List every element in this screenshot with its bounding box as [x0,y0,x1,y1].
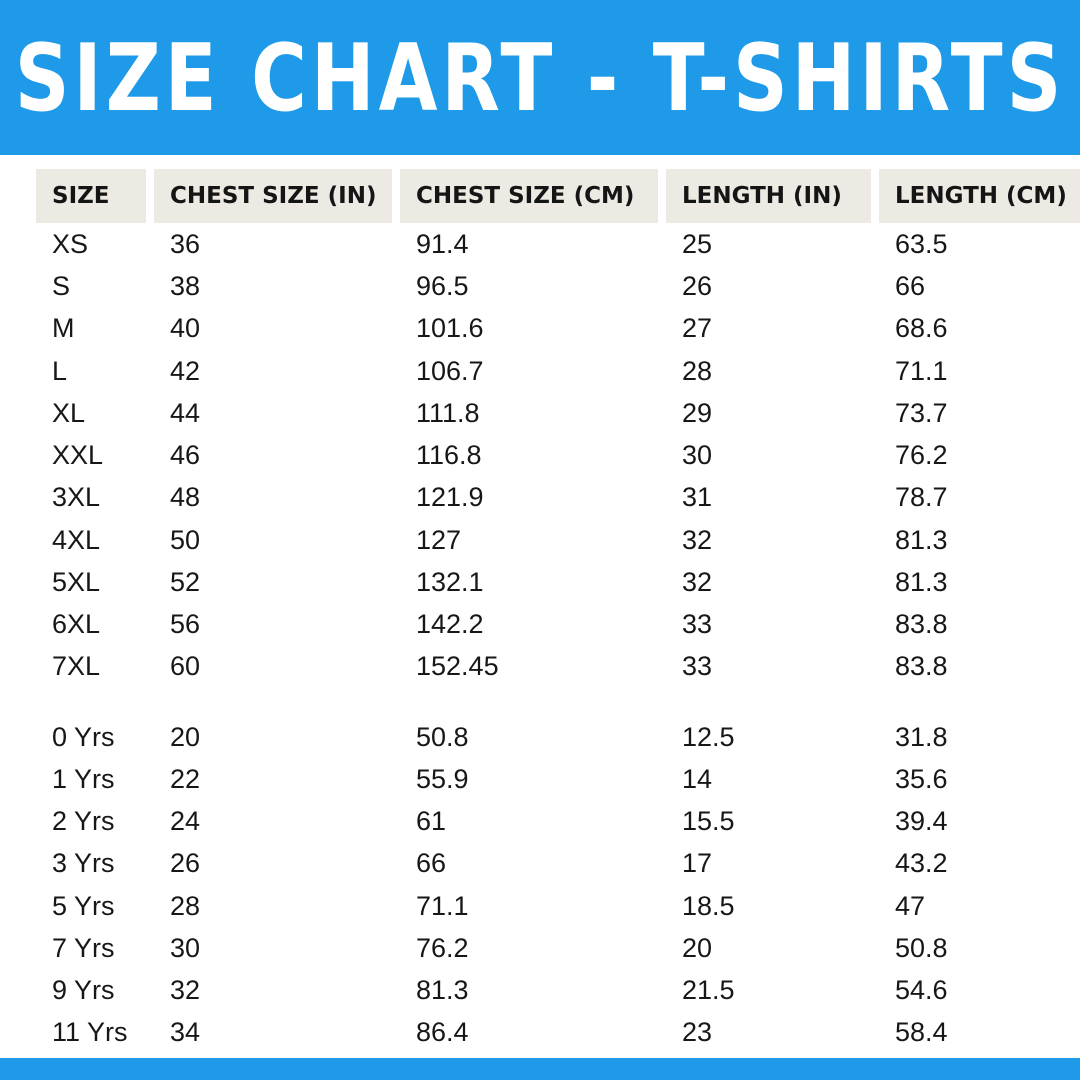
header-banner [0,0,1080,155]
cell-chest-cm: 96.5 [416,271,469,302]
cell-length-cm: 68.6 [895,313,948,344]
table-row [36,434,1080,476]
cell-size: 7 Yrs [52,932,115,963]
cell-length-cm: 71.1 [895,355,948,386]
cell-length-cm: 43.2 [895,848,948,879]
cell-length-cm: 47 [895,890,926,921]
cell-length-cm: 76.2 [895,440,948,471]
cell-chest-in: 48 [170,482,201,513]
cell-chest-in: 32 [170,974,201,1005]
cell-size: 1 Yrs [52,763,115,794]
cell-chest-cm: 101.6 [416,313,484,344]
cell-chest-cm: 106.7 [416,355,484,386]
cell-chest-cm: 91.4 [416,229,469,259]
cell-length-cm: 73.7 [895,397,948,428]
table-row [36,758,1080,800]
cell-size: 0 Yrs [52,721,115,752]
cell-chest-in: 24 [170,806,201,837]
table-row [36,645,1080,687]
cell-chest-in: 28 [170,890,201,921]
cell-chest-cm: 132.1 [416,566,484,597]
column-header-chest-cm: CHEST SIZE (CM) [400,169,658,223]
table-row [36,265,1080,307]
cell-length-in: 29 [682,397,713,428]
cell-length-cm: 54.6 [895,974,948,1005]
cell-chest-cm: 86.4 [416,1017,469,1048]
cell-length-in: 32 [682,524,713,555]
table-row [36,969,1080,1011]
table-row [36,842,1080,884]
table-row [36,716,1080,758]
cell-size: 7XL [52,651,101,682]
cell-length-cm: 83.8 [895,609,948,640]
column-header-size: SIZE [36,169,146,223]
cell-length-cm: 35.6 [895,763,948,794]
cell-chest-cm: 116.8 [416,440,482,471]
table-row [36,350,1080,392]
table-row [36,800,1080,842]
cell-length-in: 17 [682,848,713,879]
cell-length-cm: 39.4 [895,806,948,837]
cell-chest-cm: 50.8 [416,721,469,752]
cell-length-in: 15.5 [682,806,735,837]
cell-length-in: 20 [682,932,713,963]
column-header-length-in: LENGTH (IN) [666,169,871,223]
cell-length-in: 33 [682,609,713,640]
cell-chest-cm: 55.9 [416,763,469,794]
cell-length-cm: 31.8 [895,721,948,752]
cell-length-in: 18.5 [682,890,735,921]
cell-chest-in: 26 [170,848,201,879]
cell-length-in: 23 [682,1017,713,1048]
cell-size: M [52,313,75,344]
column-header-length-cm: LENGTH (CM) [879,169,1080,223]
table-row [36,885,1080,927]
cell-chest-in: 42 [170,355,201,386]
cell-length-cm: 81.3 [895,524,948,555]
cell-size: 5XL [52,566,101,597]
cell-size: XS [52,229,89,259]
cell-size: XXL [52,440,104,471]
cell-chest-cm: 121.9 [416,482,484,513]
cell-length-in: 32 [682,566,713,597]
cell-length-in: 26 [682,271,713,302]
cell-length-cm: 66 [895,271,926,302]
cell-size: S [52,271,71,302]
cell-chest-cm: 111.8 [416,397,480,428]
cell-chest-in: 40 [170,313,201,344]
cell-length-in: 14 [682,763,713,794]
cell-size: 4XL [52,524,101,555]
cell-chest-in: 52 [170,566,201,597]
table-body [36,223,1080,1053]
table-row [36,223,1080,265]
cell-length-cm: 50.8 [895,932,948,963]
table-row [36,519,1080,561]
cell-size: 11 Yrs [52,1017,128,1048]
cell-chest-cm: 142.2 [416,609,484,640]
cell-length-in: 12.5 [682,721,735,752]
cell-size: 2 Yrs [52,806,115,837]
cell-length-cm: 63.5 [895,229,948,259]
cell-length-in: 30 [682,440,713,471]
cell-chest-cm: 81.3 [416,974,469,1005]
table-row [36,476,1080,518]
cell-size: L [52,355,68,386]
cell-chest-in: 46 [170,440,201,471]
cell-chest-in: 22 [170,763,201,794]
cell-size: 5 Yrs [52,890,115,921]
cell-size: 3 Yrs [52,848,115,879]
cell-size: XL [52,397,86,428]
cell-chest-cm: 76.2 [416,932,469,963]
cell-chest-cm: 152.45 [416,651,499,682]
cell-chest-in: 36 [170,229,201,259]
table-row [36,307,1080,349]
cell-chest-in: 34 [170,1017,201,1048]
cell-chest-cm: 66 [416,848,447,879]
table-row [36,392,1080,434]
table-row [36,603,1080,645]
footer-bar [0,1058,1080,1080]
cell-size: 3XL [52,482,101,513]
cell-length-in: 33 [682,651,713,682]
size-table-container [0,155,1080,1058]
column-header-chest-in: CHEST SIZE (IN) [154,169,392,223]
cell-chest-in: 56 [170,609,201,640]
cell-chest-in: 20 [170,721,201,752]
size-table [28,169,1080,1053]
table-row [36,927,1080,969]
cell-length-cm: 58.4 [895,1017,948,1048]
cell-chest-cm: 61 [416,806,447,837]
section-spacer [36,688,1080,716]
cell-chest-in: 60 [170,651,201,682]
table-header [36,169,1080,223]
table-row [36,1011,1080,1053]
cell-length-cm: 78.7 [895,482,948,513]
cell-length-in: 28 [682,355,713,386]
cell-length-in: 27 [682,313,713,344]
cell-chest-cm: 127 [416,524,462,555]
cell-length-cm: 81.3 [895,566,948,597]
cell-length-in: 21.5 [682,974,735,1005]
cell-length-in: 31 [682,482,713,513]
cell-length-cm: 83.8 [895,651,948,682]
table-row [36,561,1080,603]
cell-chest-in: 38 [170,271,201,302]
table-header-row [36,169,1080,223]
cell-size: 9 Yrs [52,974,115,1005]
cell-length-in: 25 [682,229,713,259]
cell-chest-in: 50 [170,524,201,555]
cell-chest-in: 44 [170,397,201,428]
page-title: SIZE CHART - T-SHIRTS [14,23,1066,132]
cell-chest-cm: 71.1 [416,890,469,921]
cell-chest-in: 30 [170,932,201,963]
cell-size: 6XL [52,609,101,640]
